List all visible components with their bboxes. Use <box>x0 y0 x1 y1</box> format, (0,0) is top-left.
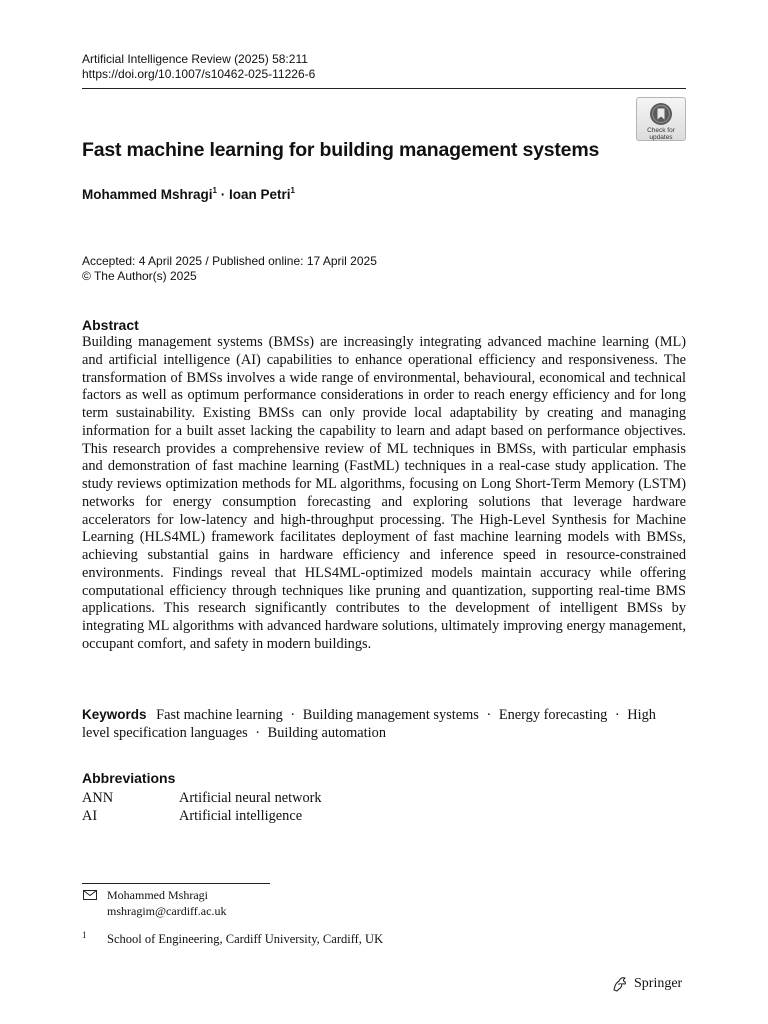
abbreviation-term: ANN <box>82 790 114 806</box>
corresponding-author <box>107 887 226 919</box>
keywords-block <box>82 706 686 742</box>
keyword-separator: · <box>255 725 261 741</box>
abbreviation-definition: Artificial intelligence <box>179 808 303 824</box>
doi-link[interactable]: https://doi.org/10.1007/s10462-025-11226-6 <box>82 67 316 81</box>
keyword-separator: · <box>486 707 492 723</box>
abstract-text: Building management systems (BMSs) are increasingly integrating advanced machine learning (ML) and artificial intelligence (AI) capabilities to enhance operational efficiency and responsiveness. The transformation of BMSs involves a wide range of environmental, behavioural, economical and technical factors as well as optimum performance considerations in order to reach energy efficiency and for long term sustainability. Existing BMSs can only provide local adaptability by creating and managing information for a built asset lacking the capability to learn and adapt based on performance objectives. This research provides a comprehensive review of ML techniques in BMSs, with particular emphasis and demonstration of fast machine learning (FastML) techniques in a real-case study application. The study reviews optimization methods for ML algorithms, focusing on Long Short-Term Memory (LSTM) networks for energy consumption forecasting and exploring solutions that leverage hardware accelerators for low-latency and high-throughput processing. The High-Level Synthesis for Machine Learning (HLS4ML) framework facilitates deployment of fast machine learning models with BMSs, achieving substantial gains in hardware efficiency and inference speed in resource-constrained environments. Findings reveal that HLS4ML-optimized models maintain accuracy while offering computational efficiency through techniques like pruning and quantization, supporting real-time BMS applications. This research significantly contributes to the development of intelligent BMSs by integrating ML algorithms with advanced hardware solutions, ultimately improving energy management, occupant comfort, and safety in modern buildings. <box>82 334 686 652</box>
keyword-separator: · <box>290 707 296 723</box>
keywords-label: Keywords <box>82 707 147 722</box>
keyword[interactable]: Building automation <box>267 725 386 741</box>
author-name[interactable]: Mohammed Mshragi <box>82 187 213 202</box>
author-separator: · <box>216 187 229 202</box>
envelope-icon <box>83 890 97 900</box>
keyword[interactable]: Building management systems <box>302 707 479 723</box>
affiliation-text: School of Engineering, Cardiff University, Cardiff, UK <box>107 932 384 946</box>
copyright-line: © The Author(s) 2025 <box>82 269 197 283</box>
publication-dates <box>82 254 377 284</box>
check-for-updates-badge[interactable] <box>636 97 686 141</box>
abstract-heading: Abstract <box>82 317 139 333</box>
springer-horse-icon <box>611 975 629 993</box>
bookmark-circle-icon <box>649 102 673 126</box>
journal-line: Artificial Intelligence Review (2025) 58:211 <box>82 52 308 66</box>
keyword[interactable]: High level specification languages <box>82 707 656 741</box>
accepted-published-line: Accepted: 4 April 2025 / Published online: 17 April 2025 <box>82 254 377 268</box>
author-affil-marker: 1 <box>290 186 295 195</box>
keyword-separator: · <box>614 707 620 723</box>
corresponding-author-email[interactable]: mshragim@cardiff.ac.uk <box>107 904 227 918</box>
corresponding-author-name: Mohammed Mshragi <box>107 888 208 902</box>
abbreviation-definition: Artificial neural network <box>179 790 322 806</box>
abbreviation-term: AI <box>82 808 98 824</box>
check-for-updates-label: Check for updates <box>647 127 675 141</box>
paper-title: Fast machine learning for building management systems <box>82 139 600 161</box>
footnote-rule <box>82 883 270 884</box>
keyword[interactable]: Fast machine learning <box>156 707 283 723</box>
keyword[interactable]: Energy forecasting <box>498 707 608 723</box>
publisher-name: Springer <box>634 976 683 991</box>
header-rule <box>82 88 686 89</box>
author-list <box>82 186 295 202</box>
affiliation-number: 1 <box>82 930 87 940</box>
abbreviations-heading: Abbreviations <box>82 770 176 786</box>
journal-citation <box>82 52 315 82</box>
author-name[interactable]: Ioan Petri <box>228 187 291 202</box>
author-affil-marker: 1 <box>212 186 217 195</box>
